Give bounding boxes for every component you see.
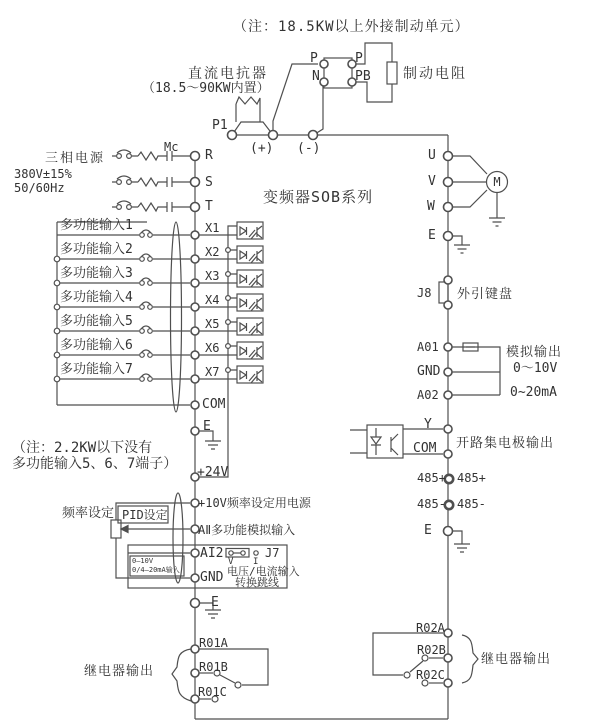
brake-n-left-label: N bbox=[312, 69, 320, 84]
terminal-minus-label: (-) bbox=[297, 141, 321, 156]
input-note-line1: （注：2.2KW以下没有 bbox=[12, 440, 153, 456]
ground-e-right-top bbox=[452, 236, 470, 253]
input-label-2: 多功能输入2 bbox=[60, 242, 133, 257]
j8-label: J8 bbox=[417, 286, 432, 300]
terminal-circles bbox=[191, 60, 454, 703]
terminal-y-label: Y bbox=[424, 417, 432, 432]
j7-i-label: I bbox=[253, 557, 259, 567]
j7-desc-line2: 转换跳线 bbox=[235, 576, 279, 589]
terminal-r02a-label: R02A bbox=[416, 621, 445, 635]
terminal-x1-label: X1 bbox=[205, 221, 220, 235]
inverter-title: 变频器SOB系列 bbox=[263, 188, 374, 206]
ground-e-right-bottom bbox=[452, 531, 470, 552]
power-source-label: 三相电源 bbox=[45, 151, 106, 166]
terminal-485m-right-label: 485- bbox=[457, 497, 486, 511]
terminal-com2-label: COM bbox=[413, 441, 437, 456]
freq-set-label: 频率设定 bbox=[62, 506, 115, 521]
terminal-com-label: COM bbox=[202, 397, 226, 412]
top-note: （注：18.5KW以上外接制动单元） bbox=[233, 19, 470, 35]
terminal-e2-label: E bbox=[211, 595, 219, 610]
j7-v-label: V bbox=[228, 557, 234, 567]
shield-oval-digital bbox=[171, 222, 182, 412]
motor-symbol bbox=[452, 156, 508, 226]
j7-desc-line1: 电压/电流输入 bbox=[227, 565, 300, 578]
terminal-485p-left-label: 485+ bbox=[417, 471, 446, 485]
terminal-v-label: V bbox=[428, 174, 436, 189]
input-label-5: 多功能输入5 bbox=[60, 314, 133, 329]
input-label-7: 多功能输入7 bbox=[60, 362, 133, 377]
terminal-r01a-label: R01A bbox=[199, 636, 228, 650]
input-note-line2: 多功能输入5、6、7端子） bbox=[12, 456, 178, 472]
terminal-ai2-label: AI2 bbox=[200, 546, 224, 561]
analog-out-label: 模拟输出 bbox=[506, 345, 563, 360]
terminal-s-label: S bbox=[205, 175, 213, 190]
brake-p-left-label: P bbox=[310, 51, 318, 66]
pid-set-label: PID设定 bbox=[122, 508, 168, 522]
terminal-10v-label: +10V频率设定用电源 bbox=[198, 496, 311, 510]
terminal-485m-left-label: 485- bbox=[417, 497, 446, 511]
power-freq-label: 50/60Hz bbox=[14, 181, 65, 195]
terminal-r02c-label: R02C bbox=[416, 668, 445, 682]
terminal-plus-label: (+) bbox=[250, 141, 274, 156]
analog-out-range2: 0~20mA bbox=[510, 385, 557, 400]
dc-reactor-name: 直流电抗器 bbox=[188, 66, 268, 82]
terminal-t-label: T bbox=[205, 199, 213, 214]
terminal-x3-label: X3 bbox=[205, 269, 220, 283]
terminal-x2-label: X2 bbox=[205, 245, 220, 259]
terminal-r01b-label: R01B bbox=[199, 660, 228, 674]
j7-label: J7 bbox=[265, 546, 280, 560]
brake-pb-right-label: PB bbox=[355, 69, 371, 84]
power-voltage-label: 380V±15% bbox=[14, 167, 72, 181]
motor-letter: M bbox=[493, 175, 501, 189]
analog-out-range1: 0～10V bbox=[513, 361, 558, 376]
main-rails bbox=[195, 135, 448, 719]
terminal-e1-label: E bbox=[203, 419, 211, 434]
terminal-a01-label: A01 bbox=[417, 340, 439, 354]
terminal-485p-right-label: 485+ bbox=[457, 471, 486, 485]
contactor-mc-label: Mc bbox=[164, 140, 179, 154]
relay2-label: 继电器输出 bbox=[481, 652, 552, 667]
terminal-r02b-label: R02B bbox=[417, 643, 446, 657]
terminal-x4-label: X4 bbox=[205, 293, 220, 307]
terminal-24v-label: +24V bbox=[197, 465, 229, 480]
terminal-r-label: R bbox=[205, 148, 213, 163]
ai2-source-range2: 0/4—20mA输入 bbox=[132, 566, 180, 574]
keypad-label: 外引键盘 bbox=[457, 287, 514, 302]
dc-reactor-symbol bbox=[232, 97, 273, 135]
phase-input-lines bbox=[112, 150, 190, 212]
terminal-w-label: W bbox=[427, 199, 435, 214]
analog-out-wires bbox=[452, 343, 500, 395]
terminal-u-label: U bbox=[428, 148, 436, 163]
j8-connector bbox=[439, 282, 448, 303]
terminal-gnd2-label: GND bbox=[417, 364, 441, 379]
input-label-1: 多功能输入1 bbox=[60, 218, 133, 233]
terminal-p1-label: P1 bbox=[212, 118, 228, 133]
open-collector-label: 开路集电极输出 bbox=[456, 436, 555, 451]
terminal-x6-label: X6 bbox=[205, 341, 220, 355]
terminal-a02-label: A02 bbox=[417, 388, 439, 402]
ai2-source-range1: 0—10V bbox=[132, 557, 154, 565]
dc-reactor-range: （18.5～90KW内置） bbox=[142, 81, 270, 96]
terminal-ai1-label: AⅡ多功能模拟输入 bbox=[198, 523, 296, 537]
brake-p-right-label: P bbox=[355, 51, 363, 66]
terminal-gnd1-label: GND bbox=[200, 570, 224, 585]
brake-resistor-label: 制动电阻 bbox=[403, 66, 467, 82]
input-label-4: 多功能输入4 bbox=[60, 290, 133, 305]
relay1-label: 继电器输出 bbox=[84, 664, 155, 679]
input-label-6: 多功能输入6 bbox=[60, 338, 133, 353]
j7-jumper bbox=[226, 549, 258, 558]
input-label-3: 多功能输入3 bbox=[60, 266, 133, 281]
terminal-e4-label: E bbox=[424, 523, 432, 538]
terminal-e3-label: E bbox=[428, 228, 436, 243]
terminal-x7-label: X7 bbox=[205, 365, 220, 379]
terminal-r01c-label: R01C bbox=[198, 685, 227, 699]
terminal-x5-label: X5 bbox=[205, 317, 220, 331]
